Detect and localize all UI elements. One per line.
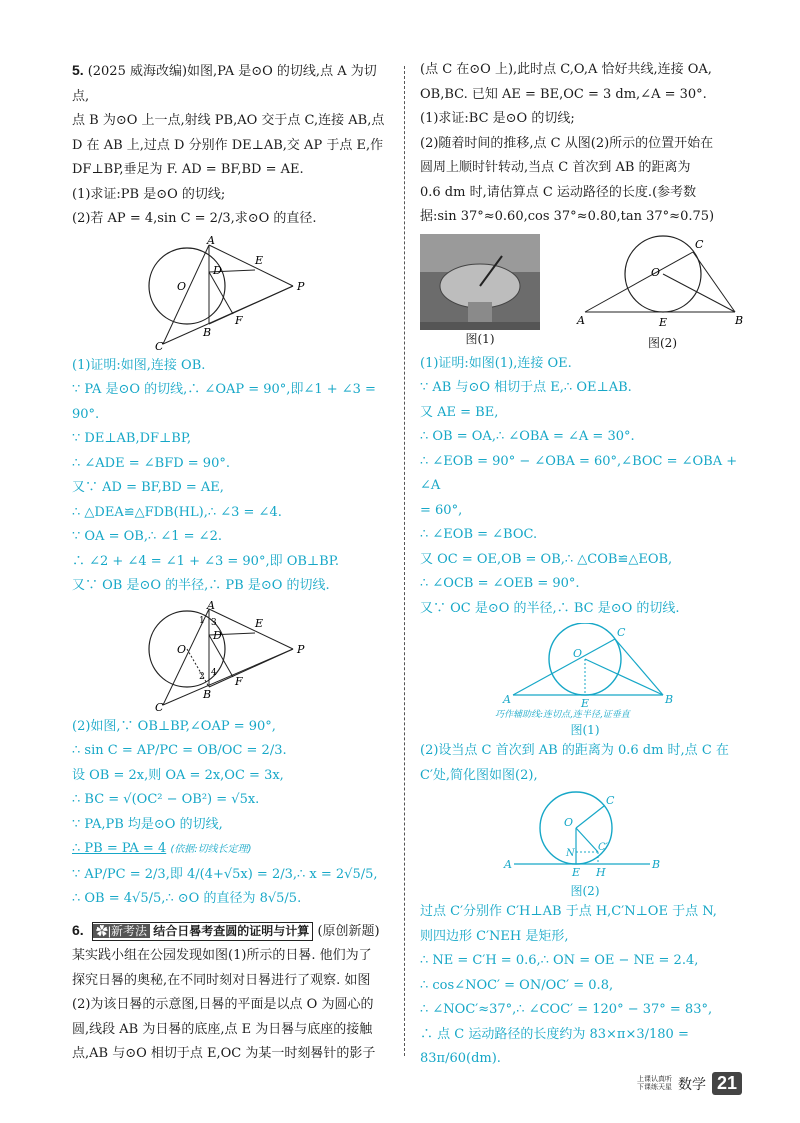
sundial-photo [420,234,540,330]
fig-label: 4 [211,667,217,678]
fig-label: C [606,794,615,807]
sol-line: ∴ OB = OA,∴ ∠OBA = ∠A = 30°. [420,429,635,444]
q6-line: (2)随着时间的推移,点 C 从图(2)所示的位置开始在 [420,135,714,151]
q5-line-5: (2)若 AP = 4,sin C = 2/3,求⊙O 的直径. [72,211,317,226]
page-footer [637,1072,742,1095]
footer-slogan: 上课认真听 下课练天星 [636,1075,672,1091]
fig-label: 1 [199,615,205,626]
fig-label: O [564,816,574,829]
q6-line: (点 C 在⊙O 上),此时点 C,O,A 恰好共线,连接 OA, [420,62,712,77]
q6-figures [420,234,750,352]
fig-label: A [577,313,585,327]
sundial-diagram [575,234,750,330]
sol-line: (1)证明:如图,连接 OB. [72,357,206,373]
sol-line: (2)设当点 C 首次到 AB 的距离为 0.6 dm 时,点 C 在 [420,743,729,758]
sol-fig1-caption: 图(1) [570,723,600,737]
fig-label: A [207,600,215,612]
fig-note: 巧作辅助线:连切点,连半径,证垂直 [495,710,630,719]
sol-line: 又 AE = BE, [420,404,499,420]
q5-line-1: 点 B 为⊙O 上一点,射线 PB,AO 交于点 C,连接 AB,点 [72,113,385,128]
fig2-caption: 图(2) [648,335,677,350]
column-divider [404,66,405,1056]
sol-line: ∵ AB 与⊙O 相切于点 E,∴ OE⊥AB. [420,380,632,395]
fig-label: F [235,313,243,327]
q5-solution-2 [72,715,392,912]
footer-subject: 数学 [677,1075,706,1092]
sol-line: ∴ NE = C′H = 0.6,∴ ON = OE − NE = 2.4, [420,953,699,968]
fig-label: B [203,325,212,339]
q6-line: (1)求证:BC 是⊙O 的切线; [420,111,575,126]
fig-label: A [207,233,215,247]
fig-label: O [177,279,187,293]
q6-solution-figure-2 [500,790,670,880]
sol-line: ∵ DE⊥AB,DF⊥BP, [72,431,192,446]
q6-fig2 [575,234,750,352]
q6-line: OB,BC. 已知 AE = BE,OC = 3 dm,∠A = 30°. [420,86,707,102]
fig-label: 3 [211,617,217,628]
sol-line: (2)如图,∵ OB⊥BP,∠OAP = 90°, [72,718,276,734]
fig-label: A [504,858,512,871]
fig-label: C [155,339,164,352]
sol-line: ∴ ∠2 + ∠4 = ∠1 + ∠3 = 90°,即 OB⊥BP. [72,553,339,569]
sol-line: ∵ PA,PB 均是⊙O 的切线, [72,816,223,832]
q6-line: 圆,线段 AB 为日晷的底座,点 E 为日晷与底座的接触 [72,1021,373,1037]
q5-line-2: D 在 AB 上,过点 D 分别作 DE⊥AB,交 AP 于点 E,作 [72,137,384,153]
sol-line: ∴ PB = PA = 4 (依据:切线长定理) [72,841,252,856]
fig-label: C [617,626,626,639]
q6-solution-2 [420,739,750,788]
fig-label: H [596,866,606,879]
sol-line: ∴ ∠OCB = ∠OEB = 90°. [420,576,580,591]
sol-line: ∴ ∠ADE = ∠BFD = 90°. [72,455,230,471]
q5-figure-2 [147,601,317,713]
line-pc [163,286,293,344]
sol-line: ∴ BC = √(OC² − OB²) = √5x. [72,792,260,807]
left-column [72,58,392,1067]
fig-label: B [735,313,744,327]
fig-label: D [213,263,222,277]
fig-label: O [177,642,187,656]
q5-number: 5. [72,62,84,78]
sol-line: 又∵ OC 是⊙O 的半径,∴ BC 是⊙O 的切线. [420,600,680,616]
q6-tag: (原创新题) [317,923,380,939]
sol-line: ∴ ∠NOC′≈37°,∴ ∠COC′ = 120° − 37° = 83°, [420,1002,713,1017]
q6-line: (2)为该日晷的示意图,日晷的平面是以点 O 为圆心的 [72,997,374,1012]
sol-line: 则四边形 C′NEH 是矩形, [420,928,569,944]
fig-label: P [297,279,305,293]
sol-line: = 60°, [420,502,463,518]
fig-label: D [213,628,222,642]
fig-label: B [652,858,661,871]
sol-line: 又∵ OB 是⊙O 的半径,∴ PB 是⊙O 的切线. [72,578,330,593]
page-number: 21 [712,1072,742,1095]
sol-fig2-caption: 图(2) [570,884,600,898]
q6-heading [72,918,392,945]
fig-label: A [503,693,511,706]
q5-solution-1 [72,354,392,599]
fig-label: E [581,697,590,710]
sol-line: ∴ sin C = AP/PC = OB/OC = 2/3. [72,743,287,758]
q6-solution-1 [420,352,750,622]
fig-label: E [659,315,668,329]
sol-line: (1)证明:如图(1),连接 OE. [420,355,572,371]
q6-line: 据:sin 37°≈0.60,cos 37°≈0.80,tan 37°≈0.75) [420,209,715,224]
sol-line: 又∵ AD = BF,BD = AE, [72,480,224,495]
sol-line: 设 OB = 2x,则 OA = 2x,OC = 3x, [72,767,284,783]
fig-label: E [255,616,264,630]
circle-o [149,248,225,324]
fig-label: N [566,848,575,859]
fig-label: O [651,265,661,279]
q6-fig1 [420,234,540,348]
q5-figure-1 [147,234,317,352]
q5-line-0: 5. (2025 威海改编)如图,PA 是⊙O 的切线,点 A 为切点, [72,62,377,104]
fig1-caption: 图(1) [465,331,495,346]
fig-label: B [203,687,212,701]
sol-line: 又 OC = OE,OB = OB,∴ △COB≌△EOB, [420,551,673,567]
sol-line: ∴ 点 C 运动路径的长度约为 83×π×3/180 = 83π/60(dm). [420,1026,689,1066]
fig-label: E [255,253,264,267]
q6-line: 0.6 dm 时,请估算点 C 运动路径的长度.(参考数 [420,184,697,200]
sol-line: ∴ △DEA≌△FDB(HL),∴ ∠3 = ∠4. [72,504,282,520]
q6-line: 圆周上顺时针转动,当点 C 首次到 AB 的距离为 [420,160,691,175]
sol-line: ∵ OA = OB,∴ ∠1 = ∠2. [72,529,222,544]
sol-note: (依据:切线长定理) [170,844,252,855]
line-df [209,272,233,314]
fig-label: E [572,866,581,879]
fig-label: F [235,674,243,688]
q6-line: 某实践小组在公园发现如图(1)所示的日晷. 他们为了 [72,948,372,963]
sol-line: ∵ AP/PC = 2/3,即 4/(4+√5x) = 2/3,∴ x = 2√5/5, [72,866,378,882]
fig-label: O [573,647,583,660]
fig-label: B [665,693,674,706]
q6-line: 点,AB 与⊙O 相切于点 E,OC 为某一时刻晷针的影子 [72,1046,376,1061]
q6-number: 6. [72,921,84,938]
sol-line: ∵ PA 是⊙O 的切线,∴ ∠OAP = 90°,即∠1 + ∠3 = 90°. [72,382,376,422]
sol-line: C′处,简化图如图(2), [420,767,538,783]
q6-line: 探究日晷的奥秘,在不同时刻对日晷进行了观察. 如图 [72,972,371,988]
right-column [420,58,750,1072]
q6-badge: ✿|新考法 结合日晷考查圆的证明与计算 [92,922,313,941]
sol-line: 过点 C′分别作 C′H⊥AB 于点 H,C′N⊥OE 于点 N, [420,904,717,919]
q5-line-3: DF⊥BP,垂足为 F. AD = BF,BD = AE. [72,162,304,177]
fig-label: C′ [598,842,608,853]
fig-label: P [297,642,305,656]
q5-line-4: (1)求证:PB 是⊙O 的切线; [72,186,226,202]
sol-line: ∴ cos∠NOC′ = ON/OC′ = 0.8, [420,977,614,993]
sol-line: ∴ ∠EOB = ∠BOC. [420,527,538,542]
fig-label: C [155,700,164,713]
sol-line: ∴ OB = 4√5/5,∴ ⊙O 的直径为 8√5/5. [72,891,302,906]
sol-line: ∴ ∠EOB = 90° − ∠OBA = 60°,∠BOC = ∠OBA + ∠A [420,453,738,493]
q6-solution-3 [420,900,750,1072]
fig-label: 2 [199,671,205,682]
fig-label: C [695,237,704,251]
q6-solution-figure-1 [485,623,685,719]
